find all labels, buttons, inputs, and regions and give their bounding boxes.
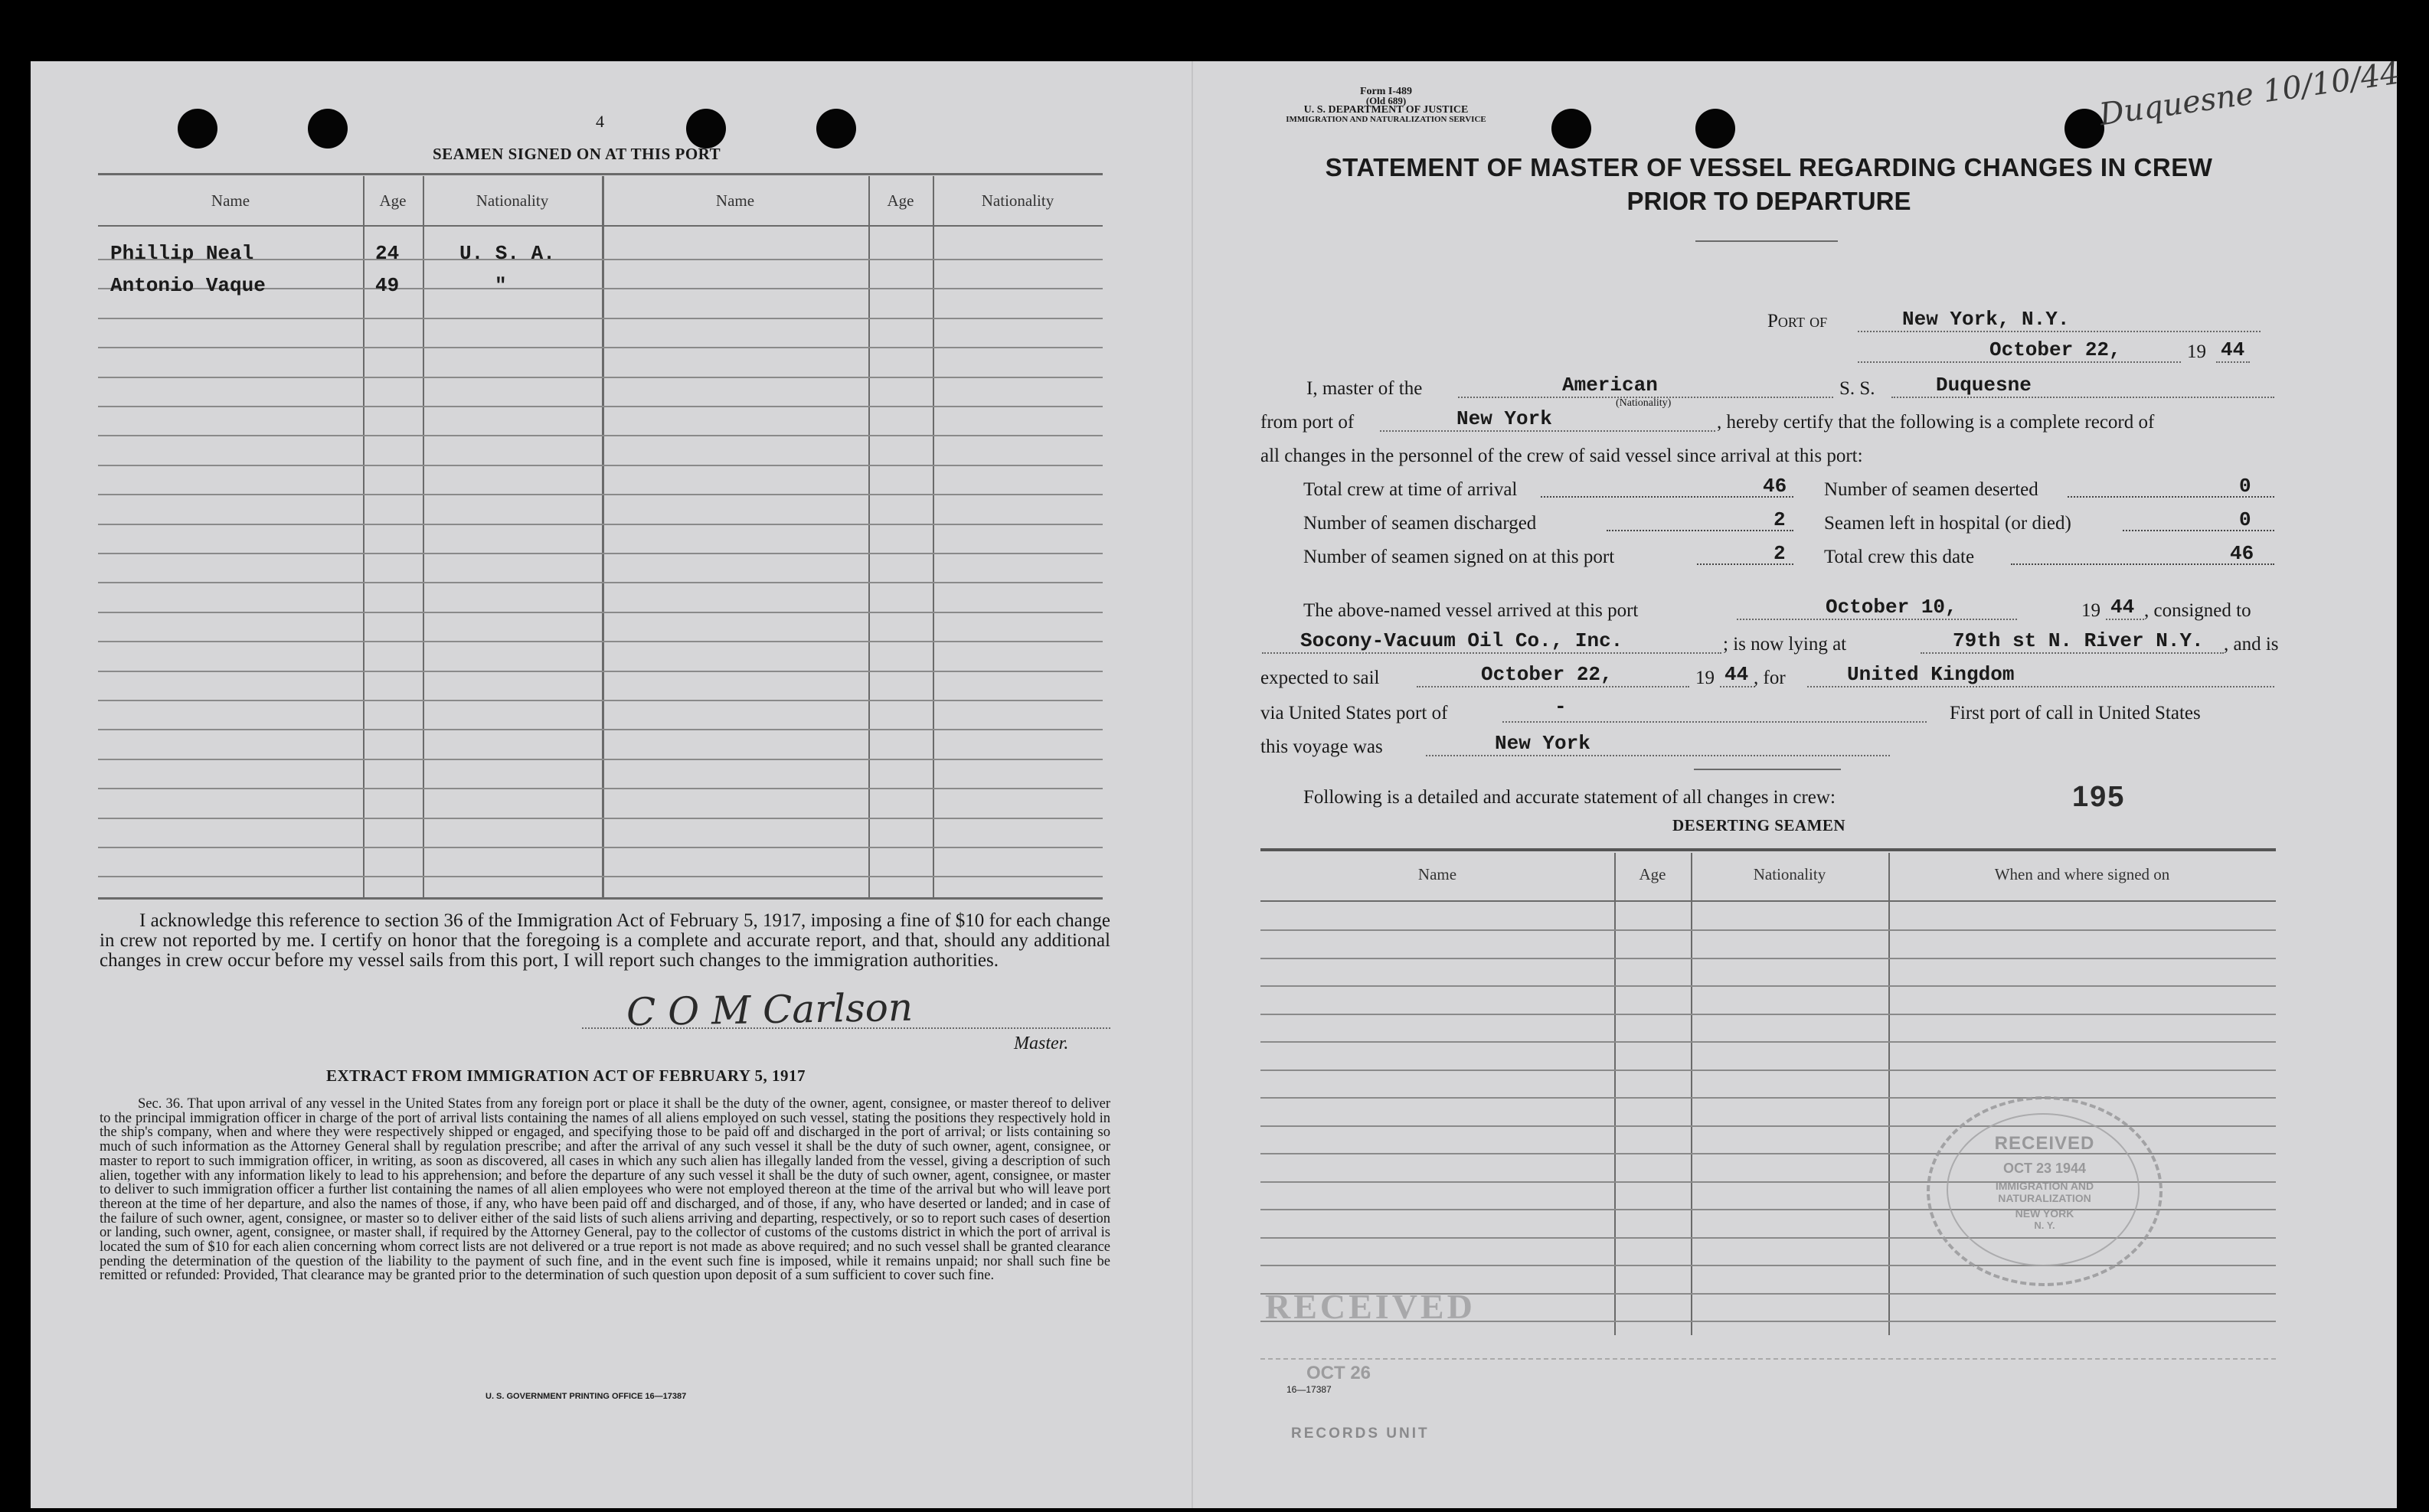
stat-label: Number of seamen signed on at this port — [1303, 547, 1615, 567]
master-signature: C O M Carlson — [626, 985, 914, 1035]
port-label: Port of — [1767, 311, 1828, 331]
acknowledgment-text: I acknowledge this reference to section 36 of the Immigration Act of February 5, 1917, imposing a fine of $10 for each change in crew not reported by me. I certify on honor that the foregoing is a complete and accurate report, and that, should any additional changes in crew occur before my vessel sails from this port, I will report such changes to the immigration authorities. — [100, 910, 1110, 971]
received-stamp — [1927, 1096, 2163, 1286]
column-header-name: Name — [1417, 865, 1457, 883]
printer-line: U. S. GOVERNMENT PRINTING OFFICE 16—17387 — [485, 1392, 687, 1401]
signature-label: Master. — [1014, 1034, 1069, 1053]
stat-value: 2 — [1774, 508, 1786, 531]
first-port-label: First port of call in United States — [1950, 703, 2201, 723]
destination-value: United Kingdom — [1847, 663, 2015, 686]
seaman-name: Antonio Vaque — [110, 274, 266, 297]
punch-hole — [816, 109, 856, 149]
seaman-age: 49 — [375, 274, 400, 297]
stat-label: Total crew this date — [1824, 547, 1975, 567]
certify-text: , hereby certify that the following is a complete record of — [1717, 412, 2155, 433]
service-name: IMMIGRATION AND NATURALIZATION SERVICE — [1286, 115, 1486, 124]
expected-label: expected to sail — [1260, 668, 1380, 688]
stat-value: 46 — [1763, 475, 1787, 498]
from-port-label: from port of — [1260, 412, 1355, 433]
form-title-line2: PRIOR TO DEPARTURE — [1626, 187, 1911, 215]
master-label: I, master of the — [1306, 378, 1423, 399]
stat-label: Seamen left in hospital (or died) — [1824, 513, 2071, 534]
stamp-line: OCT 23 1944 — [2002, 1161, 2087, 1176]
stat-value: 2 — [1774, 542, 1786, 565]
lying-label: ; is now lying at — [1723, 634, 1847, 655]
stamp-line: NEW YORK — [2015, 1207, 2074, 1220]
sail-date: October 22, — [1481, 663, 1613, 686]
punch-hole — [308, 109, 348, 149]
stat-label: Total crew at time of arrival — [1303, 479, 1518, 500]
column-header-nationality: Nationality — [476, 191, 549, 210]
seaman-name: Phillip Neal — [110, 242, 254, 265]
certify-text-2: all changes in the personnel of the crew of said vessel since arrival at this port: — [1260, 446, 1863, 466]
via-label: via United States port of — [1260, 703, 1448, 723]
sail-year-prefix: 19 — [1695, 668, 1715, 688]
ship-name: Duquesne — [1936, 374, 2032, 397]
punch-hole — [1695, 109, 1735, 149]
faded-received-stamp: RECEIVED — [1265, 1287, 1476, 1326]
stat-label: Number of seamen deserted — [1824, 479, 2038, 500]
column-header-age: Age — [887, 191, 914, 210]
ss-label: S. S. — [1839, 378, 1875, 399]
column-header-age: Age — [1639, 865, 1666, 883]
voyage-value: New York — [1495, 732, 1590, 755]
consignee-value: Socony-Vacuum Oil Co., Inc. — [1300, 629, 1623, 652]
column-header-nationality: Nationality — [1753, 865, 1826, 883]
deserting-title: DESERTING SEAMEN — [1672, 816, 1846, 834]
column-header-age: Age — [379, 191, 407, 210]
extract-title: EXTRACT FROM IMMIGRATION ACT OF FEBRUARY 5, 1917 — [326, 1066, 806, 1085]
stat-label: Number of seamen discharged — [1303, 513, 1537, 534]
stat-value: 0 — [2239, 508, 2251, 531]
seaman-nationality: U. S. A. — [459, 242, 555, 265]
faded-date-stamp: OCT 26 — [1306, 1363, 1371, 1383]
column-header-name: Name — [715, 191, 755, 210]
following-text: Following is a detailed and accurate statement of all changes in crew: — [1303, 787, 1836, 808]
records-unit-stamp: RECORDS UNIT — [1291, 1425, 1430, 1442]
seaman-nationality: " — [495, 274, 507, 297]
form-number: Form I-489 — [1359, 86, 1413, 97]
page-number: 4 — [596, 112, 604, 131]
handwritten-note: Duquesne 10/10/44 — [2097, 55, 2402, 133]
consigned-label: , consigned to — [2144, 600, 2251, 621]
punch-hole — [1551, 109, 1591, 149]
extract-text: Sec. 36. That upon arrival of any vessel in the United States from any foreign port or place it shall be the duty of the owner, agent, consignee, or master thereof to deliver to the principal immigration officer in charge of the port of arrival lists containing the names of all aliens employed on such vessel, stating the positions they respectively hold in the ship's company, when and where they were respectively shipped or engaged, and specifying those to be paid off and discharged in the port of arrival; or lists containing so much of such information as the Attorney General shall by regulation prescribe; and after the arrival of any such vessel it shall be the duty of such owner, agent, consignee, or master to report to such immigration officer, in writing, as soon as discovered, all cases in which any such alien has illegally landed from the vessel, giving a description of such alien, together with any information likely to lead to his apprehension; and before the departure of any such vessel it shall be the duty of such owner, agent, consignee, or master to deliver to such immigration officer a further list containing the names of all alien employees who were not employed thereon at the time of the arrival but who will leave port thereon at the time of her departure, and also the names of those, if any, who have been paid off and discharged, and of those, if any, who have deserted or landed; and in case of the failure of such owner, agent, consignee, or master so to deliver either of the said lists of such aliens arriving and departing, respectively, or so to report such cases of desertion or landing, such owner, agent, consignee, or master shall, if required by the Attorney General, pay to the collector of customs of the customs district in which the port of arrival is located the sum of $10 for each alien concerning whom correct lists are not delivered or a true report is not made as above required; and no such vessel shall be granted clearance pending the determination of the question of the liability to the payment of such fine, and in the event such fine is imposed, while it remains unpaid; nor shall such fine be remitted or refunded: Provided, That clearance may be granted prior to the determination of such question upon deposit of a sum sufficient to cover such fine. — [100, 1096, 1110, 1284]
for-label: , for — [1754, 668, 1786, 688]
arrived-date: October 10, — [1826, 596, 1957, 619]
form-title-line1: STATEMENT OF MASTER OF VESSEL REGARDING CHANGES IN CREW — [1325, 153, 2213, 181]
arrived-year: 44 — [2110, 596, 2135, 619]
column-header-nationality: Nationality — [981, 191, 1054, 210]
printer-code: 16—17387 — [1286, 1384, 1332, 1395]
stamp-line: RECEIVED — [1994, 1133, 2095, 1154]
stamp-line: NATURALIZATION — [1998, 1192, 2091, 1204]
stamp-line: IMMIGRATION AND — [1995, 1180, 2094, 1192]
punch-hole — [686, 109, 726, 149]
nationality-caption: (Nationality) — [1616, 397, 1672, 409]
lying-value: 79th st N. River N.Y. — [1953, 629, 2204, 652]
stamp-line: N. Y. — [2034, 1220, 2055, 1231]
date-prefix: 19 — [2187, 341, 2206, 362]
stat-value: 46 — [2230, 542, 2254, 565]
voyage-label: this voyage was — [1260, 736, 1383, 757]
column-header-name: Name — [211, 191, 250, 210]
sail-year: 44 — [1724, 663, 1749, 686]
date-year: 44 — [2221, 338, 2245, 361]
arrived-label: The above-named vessel arrived at this port — [1303, 600, 1639, 621]
from-port-value: New York — [1456, 407, 1552, 430]
seaman-age: 24 — [375, 242, 400, 265]
punch-hole — [178, 109, 217, 149]
via-value: - — [1554, 695, 1567, 718]
stat-value: 0 — [2239, 475, 2251, 498]
page-fold — [1192, 61, 1193, 1508]
date-value: October 22, — [1989, 338, 2121, 361]
section-title: SEAMEN SIGNED ON AT THIS PORT — [433, 145, 721, 163]
form-header — [1256, 87, 1516, 124]
nationality-value: American — [1562, 374, 1658, 397]
form-title — [1302, 153, 2236, 216]
form-old-number: (Old 689) — [1365, 95, 1407, 106]
department-name: U. S. DEPARTMENT OF JUSTICE — [1303, 104, 1469, 116]
stamped-number: 195 — [2072, 781, 2126, 813]
arrived-year-prefix: 19 — [2081, 600, 2100, 621]
punch-hole — [2064, 109, 2104, 149]
column-header-when-where: When and where signed on — [1994, 865, 2170, 883]
port-value: New York, N.Y. — [1902, 308, 2070, 331]
and-is-label: , and is — [2224, 634, 2279, 655]
